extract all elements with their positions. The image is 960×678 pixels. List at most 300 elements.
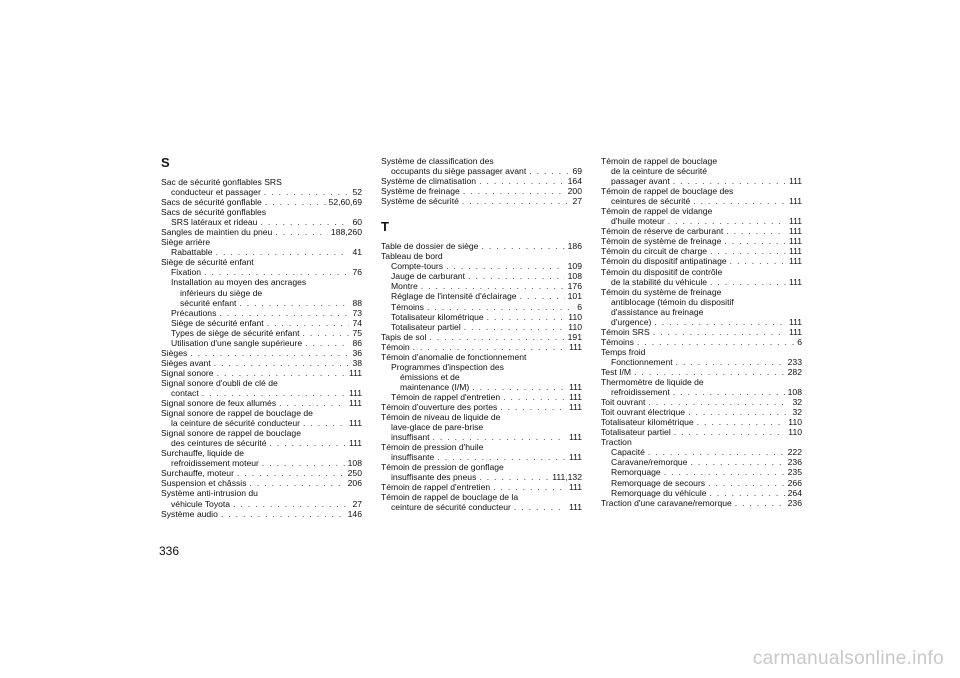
index-entry bbox=[601, 387, 802, 397]
entry-text: Système de classification des bbox=[381, 156, 494, 166]
index-entry bbox=[601, 216, 802, 226]
entry-page-ref: 206 bbox=[347, 478, 362, 489]
index-entry bbox=[161, 187, 362, 197]
dot-leader bbox=[204, 267, 349, 277]
dot-leader bbox=[262, 458, 345, 468]
entry-text: Table de dossier de siège bbox=[381, 241, 479, 252]
dot-leader bbox=[493, 482, 566, 492]
entry-text: Sangles de maintien du pneu bbox=[161, 227, 273, 238]
index-entry bbox=[161, 207, 362, 217]
dot-leader bbox=[693, 196, 786, 206]
entry-page-ref: 108 bbox=[787, 387, 802, 398]
entry-page-ref: 111 bbox=[348, 367, 362, 378]
section-letter: T bbox=[381, 219, 389, 235]
entry-page-ref: 266 bbox=[787, 477, 802, 488]
index-entry bbox=[381, 382, 582, 392]
index-column-2 bbox=[381, 156, 582, 513]
index-entry bbox=[601, 337, 802, 347]
dot-leader bbox=[305, 338, 349, 348]
entry-text: Système anti-intrusion du bbox=[161, 488, 258, 499]
dot-leader bbox=[710, 246, 786, 256]
dot-leader bbox=[303, 328, 350, 338]
entry-text: Témoin de rappel d'entretien bbox=[381, 482, 491, 493]
dot-leader bbox=[529, 166, 569, 176]
entry-text: de la stabilité du véhicule bbox=[611, 276, 708, 287]
index-entry bbox=[601, 347, 802, 357]
index-entry bbox=[381, 176, 582, 186]
index-entry bbox=[601, 397, 802, 407]
entry-page-ref: 264 bbox=[787, 487, 802, 498]
entry-page-ref: 111 bbox=[568, 502, 582, 513]
index-entry bbox=[381, 271, 582, 281]
entry-text: Sacs de sécurité gonflables bbox=[161, 207, 267, 218]
entry-page-ref: 52,60,69 bbox=[328, 197, 362, 208]
index-entry bbox=[161, 267, 362, 277]
index-entry bbox=[161, 478, 362, 488]
index-entry bbox=[161, 328, 362, 338]
entry-text: refroidissement moteur bbox=[171, 458, 259, 469]
dot-leader bbox=[472, 382, 566, 392]
dot-leader bbox=[279, 398, 346, 408]
index-entry bbox=[381, 412, 582, 422]
entry-text: Utilisation d'une sangle supérieure bbox=[171, 337, 303, 348]
index-entry bbox=[381, 422, 582, 432]
index-entry bbox=[381, 196, 582, 206]
dot-leader bbox=[446, 261, 565, 271]
entry-text: de la ceinture de sécurité bbox=[611, 166, 708, 177]
entry-page-ref: 111 bbox=[348, 438, 362, 449]
dot-leader bbox=[730, 256, 786, 266]
entry-text: Témoin de niveau de liquide de bbox=[381, 412, 501, 423]
dot-leader bbox=[250, 478, 345, 488]
dot-leader bbox=[264, 187, 350, 197]
index-entry bbox=[381, 362, 582, 372]
entry-text: Siège de sécurité enfant bbox=[161, 257, 254, 268]
entry-text: Réglage de l'intensité d'éclairage bbox=[391, 291, 517, 302]
entry-page-ref: 111 bbox=[568, 391, 582, 402]
dot-leader bbox=[676, 357, 785, 367]
entry-page-ref: 164 bbox=[567, 176, 582, 187]
dot-leader bbox=[634, 367, 785, 377]
dot-leader bbox=[654, 317, 786, 327]
entry-text: Témoin de pression d'huile bbox=[381, 442, 484, 453]
entry-page-ref: 110 bbox=[788, 417, 802, 428]
entry-page-ref: 108 bbox=[347, 458, 362, 469]
index-entry bbox=[161, 348, 362, 358]
dot-leader bbox=[726, 226, 786, 236]
index-entry bbox=[601, 327, 802, 337]
index-entry bbox=[381, 156, 582, 166]
entry-text: Témoin du dispositif antipatinage bbox=[601, 256, 727, 267]
index-entry bbox=[161, 438, 362, 448]
dot-leader bbox=[433, 432, 566, 442]
index-entry bbox=[161, 257, 362, 267]
entry-text: Sièges avant bbox=[161, 357, 211, 368]
entry-page-ref: 111 bbox=[788, 256, 802, 267]
entry-text: Signal sonore de rappel de bouclage de bbox=[161, 408, 313, 419]
index-entry bbox=[601, 206, 802, 216]
entry-page-ref: 236 bbox=[787, 497, 802, 508]
dot-leader bbox=[735, 498, 785, 508]
dot-leader bbox=[462, 196, 570, 206]
dot-leader bbox=[221, 509, 345, 519]
dot-leader bbox=[653, 327, 786, 337]
index-entry bbox=[161, 378, 362, 388]
index-entry bbox=[601, 196, 802, 206]
index-entry bbox=[601, 447, 802, 457]
entry-text: Système audio bbox=[161, 508, 218, 519]
index-entry bbox=[601, 297, 802, 307]
entry-text: Installation au moyen des ancrages bbox=[171, 277, 307, 288]
index-entry bbox=[381, 432, 582, 442]
entry-page-ref: 111 bbox=[788, 236, 802, 247]
entry-page-ref: 186 bbox=[567, 241, 582, 252]
dot-leader bbox=[429, 332, 564, 342]
index-entry bbox=[161, 428, 362, 438]
index-column-1 bbox=[161, 156, 362, 519]
index-entry bbox=[161, 177, 362, 187]
entry-page-ref: 74 bbox=[352, 317, 362, 328]
index-entry bbox=[601, 367, 802, 377]
dot-leader bbox=[216, 247, 350, 257]
index-entry bbox=[601, 407, 802, 417]
entry-text: Témoin du système de freinage bbox=[601, 286, 722, 297]
index-entry bbox=[161, 277, 362, 287]
entry-page-ref: 111 bbox=[568, 452, 582, 463]
entry-text: Traction bbox=[601, 437, 632, 448]
dot-leader bbox=[464, 322, 566, 332]
entry-page-ref: 111 bbox=[568, 482, 582, 493]
entry-page-ref: 200 bbox=[567, 186, 582, 197]
dot-leader bbox=[668, 216, 786, 226]
dot-leader bbox=[214, 358, 350, 368]
entry-text: Témoin du circuit de charge bbox=[601, 246, 708, 257]
entry-text: Remorquage de secours bbox=[611, 477, 706, 488]
entry-text: Signal sonore bbox=[161, 367, 214, 378]
dot-leader bbox=[437, 452, 566, 462]
dot-leader bbox=[233, 499, 349, 509]
entry-page-ref: 111 bbox=[788, 196, 802, 207]
entry-text: Précautions bbox=[171, 307, 217, 318]
entry-text: passager avant bbox=[611, 176, 670, 187]
index-entry bbox=[601, 246, 802, 256]
entry-page-ref: 6 bbox=[577, 301, 582, 312]
entry-page-ref: 146 bbox=[347, 508, 362, 519]
dot-leader bbox=[217, 368, 346, 378]
entry-text: Signal sonore de feux allumés bbox=[161, 398, 277, 409]
index-entry bbox=[381, 392, 582, 402]
dot-leader bbox=[260, 217, 349, 227]
dot-leader bbox=[265, 197, 326, 207]
entry-page-ref: 111,132 bbox=[552, 472, 582, 483]
entry-page-ref: 108 bbox=[567, 271, 582, 282]
entry-page-ref: 52 bbox=[352, 187, 362, 198]
entry-text: Suspension et châssis bbox=[161, 478, 247, 489]
entry-text: ceintures de sécurité bbox=[611, 196, 691, 207]
entry-page-ref: 111 bbox=[788, 176, 802, 187]
entry-text: Types de siège de sécurité enfant bbox=[171, 327, 300, 338]
dot-leader bbox=[664, 467, 785, 477]
entry-page-ref: 73 bbox=[352, 307, 362, 318]
entry-page-ref: 27 bbox=[572, 196, 582, 207]
dot-leader bbox=[697, 417, 786, 427]
entry-page-ref: 233 bbox=[787, 356, 802, 367]
index-entry bbox=[601, 357, 802, 367]
index-entry bbox=[161, 499, 362, 509]
entry-page-ref: 27 bbox=[352, 498, 362, 509]
entry-text: Surchauffe, moteur bbox=[161, 468, 234, 479]
index-entry bbox=[601, 277, 802, 287]
entry-page-ref: 41 bbox=[352, 247, 362, 258]
dot-leader bbox=[637, 337, 794, 347]
entry-text: émissions et de bbox=[400, 371, 460, 382]
index-entry bbox=[601, 267, 802, 277]
dot-leader bbox=[710, 277, 786, 287]
entry-text: insuffisant bbox=[391, 432, 430, 443]
dot-leader bbox=[219, 308, 349, 318]
dot-leader bbox=[237, 468, 345, 478]
index-entry bbox=[161, 398, 362, 408]
index-entry bbox=[381, 166, 582, 176]
index-entry bbox=[381, 261, 582, 271]
index-entry bbox=[161, 388, 362, 398]
entry-page-ref: 250 bbox=[347, 468, 362, 479]
section-gap bbox=[381, 206, 582, 220]
index-entry bbox=[161, 197, 362, 207]
index-entry bbox=[161, 308, 362, 318]
entry-text: Sièges bbox=[161, 347, 188, 358]
entry-page-ref: 36 bbox=[352, 347, 362, 358]
entry-text: d'urgence) bbox=[611, 316, 652, 327]
entry-text: Toit ouvrant bbox=[601, 397, 646, 408]
entry-text: Témoin de rappel de vidange bbox=[601, 206, 713, 217]
dot-leader bbox=[710, 488, 785, 498]
entry-text: Capacité bbox=[611, 447, 645, 458]
entry-text: Toit ouvrant électrique bbox=[601, 407, 686, 418]
entry-text: insuffisante bbox=[391, 452, 435, 463]
entry-page-ref: 111 bbox=[788, 226, 802, 237]
index-entry bbox=[381, 452, 582, 462]
dot-leader bbox=[487, 312, 566, 322]
dot-leader bbox=[724, 236, 786, 246]
dot-leader bbox=[463, 186, 565, 196]
entry-text: refroidissement bbox=[611, 387, 670, 398]
dot-leader bbox=[708, 478, 785, 488]
index-entry bbox=[161, 358, 362, 368]
entry-text: Système de climatisation bbox=[381, 176, 477, 187]
index-entry bbox=[161, 338, 362, 348]
entry-page-ref: 32 bbox=[792, 397, 802, 408]
dot-leader bbox=[520, 291, 565, 301]
dot-leader bbox=[413, 342, 566, 352]
index-entry bbox=[601, 467, 802, 477]
entry-page-ref: 110 bbox=[788, 427, 802, 438]
entry-page-ref: 188,260 bbox=[330, 227, 362, 238]
entry-text: contact bbox=[171, 387, 199, 398]
entry-text: Remorquage du véhicule bbox=[611, 487, 707, 498]
entry-page-ref: 111 bbox=[348, 398, 362, 409]
entry-page-ref: 235 bbox=[787, 467, 802, 478]
entry-page-ref: 111 bbox=[568, 341, 582, 352]
entry-text: Montre bbox=[391, 281, 418, 292]
entry-text: Siège de sécurité enfant bbox=[171, 317, 264, 328]
index-entry bbox=[161, 488, 362, 498]
entry-text: Traction d'une caravane/remorque bbox=[601, 497, 732, 508]
index-entry bbox=[161, 288, 362, 298]
index-entry bbox=[601, 256, 802, 266]
entry-page-ref: 176 bbox=[567, 281, 582, 292]
index-entry bbox=[161, 217, 362, 227]
dot-leader bbox=[688, 407, 789, 417]
index-entry bbox=[381, 482, 582, 492]
index-entry bbox=[381, 322, 582, 332]
index-entry bbox=[161, 227, 362, 237]
entry-text: Témoins bbox=[391, 301, 424, 312]
entry-text: Temps froid bbox=[601, 346, 646, 357]
entry-page-ref: 110 bbox=[568, 321, 582, 332]
entry-text: Témoin de rappel de bouclage bbox=[601, 156, 718, 166]
entry-text: SRS latéraux et rideau bbox=[171, 217, 258, 228]
entry-page-ref: 111 bbox=[568, 401, 582, 412]
index-entry bbox=[601, 478, 802, 488]
dot-leader bbox=[239, 298, 349, 308]
entry-text: Totalisateur kilométrique bbox=[391, 311, 484, 322]
entry-text: Surchauffe, liquide de bbox=[161, 448, 244, 459]
index-entry bbox=[601, 427, 802, 437]
entry-text: Témoin de pression de gonflage bbox=[381, 462, 504, 473]
entry-page-ref: 38 bbox=[352, 357, 362, 368]
dot-leader bbox=[514, 502, 566, 512]
entry-text: Programmes d'inspection des bbox=[391, 361, 504, 372]
entry-text: Témoin de rappel de bouclage de la bbox=[381, 492, 519, 503]
entry-text: d'assistance au freinage bbox=[611, 306, 704, 317]
index-entry bbox=[381, 291, 582, 301]
entry-page-ref: 111 bbox=[568, 432, 582, 443]
entry-page-ref: 111 bbox=[348, 418, 362, 429]
entry-text: sécurité enfant bbox=[180, 297, 237, 308]
entry-text: maintenance (I/M) bbox=[400, 381, 470, 392]
index-entry bbox=[381, 462, 582, 472]
dot-leader bbox=[673, 387, 785, 397]
section-letter: S bbox=[161, 155, 170, 170]
index-entry bbox=[381, 352, 582, 362]
dot-leader bbox=[479, 472, 549, 482]
entry-page-ref: 86 bbox=[352, 337, 362, 348]
entry-text: lave-glace de pare-brise bbox=[391, 422, 484, 433]
dot-leader bbox=[481, 241, 564, 251]
entry-text: Totalisateur partiel bbox=[391, 321, 461, 332]
entry-text: des ceintures de sécurité bbox=[171, 438, 267, 449]
index-entry bbox=[601, 287, 802, 297]
dot-leader bbox=[267, 318, 350, 328]
entry-text: Témoin d'anomalie de fonctionnement bbox=[381, 351, 527, 362]
entry-text: Sacs de sécurité gonflable bbox=[161, 197, 262, 208]
index-entry bbox=[381, 281, 582, 291]
entry-text: Sac de sécurité gonflables SRS bbox=[161, 177, 282, 187]
entry-text: inférieurs du siège de bbox=[180, 287, 263, 298]
entry-page-ref: 282 bbox=[787, 366, 802, 377]
index-column-3 bbox=[601, 156, 802, 508]
entry-page-ref: 76 bbox=[352, 267, 362, 278]
index-entry bbox=[601, 437, 802, 447]
index-entry bbox=[601, 236, 802, 246]
entry-text: conducteur et passager bbox=[171, 187, 261, 198]
index-entry bbox=[381, 442, 582, 452]
entry-text: Totalisateur kilométrique bbox=[601, 417, 694, 428]
index-entry bbox=[161, 448, 362, 458]
index-entry bbox=[381, 302, 582, 312]
entry-text: Rabattable bbox=[171, 247, 213, 258]
index-entry bbox=[381, 251, 582, 261]
entry-text: Jauge de carburant bbox=[391, 271, 466, 282]
entry-page-ref: 111 bbox=[568, 381, 582, 392]
entry-text: Signal sonore de rappel de bouclage bbox=[161, 428, 301, 439]
dot-leader bbox=[503, 392, 566, 402]
entry-text: Témoin du dispositif de contrôle bbox=[601, 266, 723, 277]
index-entry bbox=[381, 472, 582, 482]
index-entry bbox=[161, 468, 362, 478]
entry-page-ref: 6 bbox=[797, 336, 802, 347]
entry-text: Témoin d'ouverture des portes bbox=[381, 401, 498, 412]
index-entry bbox=[161, 318, 362, 328]
entry-page-ref: 111 bbox=[788, 216, 802, 227]
index-entry bbox=[161, 368, 362, 378]
index-entry bbox=[381, 332, 582, 342]
entry-text: Siège arrière bbox=[161, 237, 211, 248]
index-entry bbox=[601, 377, 802, 387]
index-entry bbox=[161, 458, 362, 468]
dot-leader bbox=[674, 427, 786, 437]
entry-text: ceinture de sécurité conducteur bbox=[391, 502, 511, 513]
index-entry bbox=[601, 156, 802, 166]
index-entry bbox=[381, 241, 582, 251]
dot-leader bbox=[303, 418, 346, 428]
entry-page-ref: 32 bbox=[792, 407, 802, 418]
index-entry bbox=[161, 509, 362, 519]
dot-leader bbox=[648, 397, 789, 407]
index-entry bbox=[601, 498, 802, 508]
index-entry bbox=[601, 226, 802, 236]
entry-text: Témoin de réserve de carburant bbox=[601, 226, 724, 237]
entry-text: Système de sécurité bbox=[381, 196, 459, 207]
index-entry bbox=[601, 186, 802, 196]
index-entry bbox=[161, 418, 362, 428]
entry-text: Fixation bbox=[171, 267, 202, 278]
entry-page-ref: 191 bbox=[567, 331, 582, 342]
dot-leader bbox=[427, 302, 574, 312]
index-entry bbox=[601, 417, 802, 427]
index-entry bbox=[601, 457, 802, 467]
dot-leader bbox=[202, 388, 346, 398]
entry-page-ref: 111 bbox=[788, 326, 802, 337]
dot-leader bbox=[690, 457, 784, 467]
entry-text: Thermomètre de liquide de bbox=[601, 377, 704, 388]
entry-page-ref: 111 bbox=[788, 246, 802, 257]
index-entry bbox=[601, 317, 802, 327]
entry-text: Témoin SRS bbox=[601, 326, 650, 337]
index-entry bbox=[161, 408, 362, 418]
entry-text: Test I/M bbox=[601, 366, 632, 377]
entry-page-ref: 236 bbox=[787, 457, 802, 468]
dot-leader bbox=[648, 447, 785, 457]
dot-leader bbox=[275, 227, 328, 237]
index-entry bbox=[161, 237, 362, 247]
entry-page-ref: 69 bbox=[572, 166, 582, 177]
entry-page-ref: 111 bbox=[788, 316, 802, 327]
index-entry bbox=[601, 488, 802, 498]
entry-page-ref: 109 bbox=[567, 261, 582, 272]
index-entry bbox=[381, 312, 582, 322]
